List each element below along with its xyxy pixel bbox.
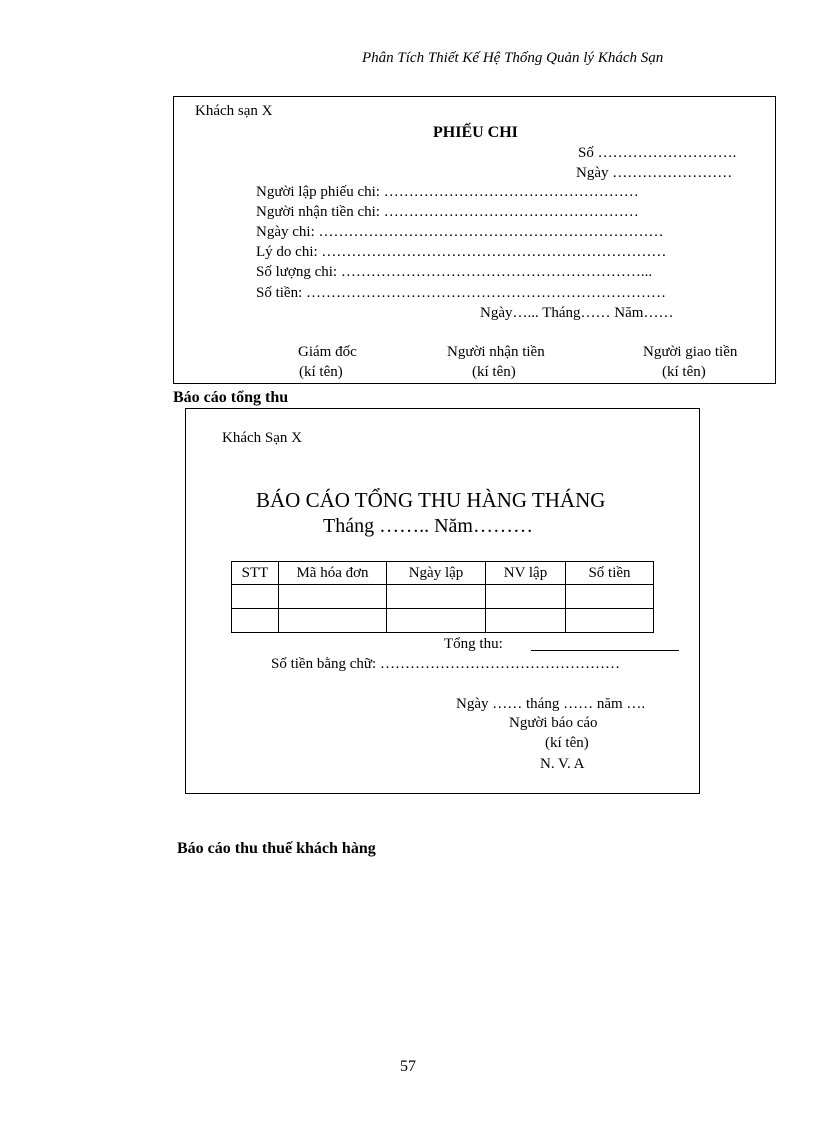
signer-nguoi-nhan: Người nhận tiền [447, 344, 545, 360]
signer-giam-doc: Giám đốc [298, 344, 357, 360]
bao-cao-hotel-name: Khách Sạn X [222, 430, 302, 446]
table-row [232, 609, 654, 633]
field-nguoi-lap: Người lập phiếu chi: …………………………………………… [256, 184, 639, 200]
signer-nguoi-nhan-note: (kí tên) [472, 364, 516, 380]
nguoi-bao-cao: Người báo cáo [509, 715, 598, 731]
phieu-chi-title: PHIẾU CHI [433, 124, 518, 141]
signer-nguoi-giao: Người giao tiền [643, 344, 738, 360]
signer-nguoi-giao-note: (kí tên) [662, 364, 706, 380]
tong-thu-label: Tổng thu: [444, 636, 503, 652]
page-header-title: Phân Tích Thiết Kế Hệ Thống Quản lý Khách Sạn [362, 50, 664, 66]
phieu-chi-hotel-name: Khách sạn X [195, 103, 273, 119]
table-cell [279, 609, 387, 633]
bao-cao-sign-note: (kí tên) [545, 735, 589, 751]
bao-cao-title: BÁO CÁO TỔNG THU HÀNG THÁNG [256, 488, 606, 512]
table-header-row [232, 562, 654, 585]
table-cell [486, 609, 566, 633]
col-ngay-lap: Ngày lập [387, 562, 486, 585]
section-heading-bao-cao-tong-thu: Báo cáo tổng thu [173, 389, 289, 406]
table-cell [566, 609, 654, 633]
col-so-tien: Số tiền [566, 562, 654, 585]
field-ly-do: Lý do chi: …………………………………………………………… [256, 244, 667, 260]
col-nv-lap: NV lập [486, 562, 566, 585]
table-cell [566, 585, 654, 609]
bao-cao-subtitle: Tháng …….. Năm……… [323, 515, 533, 537]
field-so-tien: Số tiền: ……………………………………………………………… [256, 285, 667, 301]
table-cell [232, 585, 279, 609]
table-row [232, 585, 654, 609]
col-stt: STT [232, 562, 279, 585]
field-so-luong: Số lượng chi: ……………………………………………………... [256, 264, 653, 280]
phieu-chi-date-line: Ngày…... Tháng…… Năm…… [480, 305, 674, 321]
field-nguoi-nhan: Người nhận tiền chi: …………………………………………… [256, 204, 639, 220]
table-cell [387, 609, 486, 633]
table-cell [387, 585, 486, 609]
table-cell [486, 585, 566, 609]
page-number: 57 [400, 1058, 416, 1075]
phieu-chi-date: Ngày …………………… [576, 165, 733, 181]
field-ngay-chi: Ngày chi: …………………………………………………………… [256, 224, 664, 240]
col-ma-hoa-don: Mã hóa đơn [279, 562, 387, 585]
section-heading-bao-cao-thu-thue: Báo cáo thu thuế khách hàng [177, 840, 376, 857]
bao-cao-date-line: Ngày …… tháng …… năm …. [456, 696, 646, 712]
signer-giam-doc-note: (kí tên) [299, 364, 343, 380]
tong-thu-line [531, 650, 679, 651]
bao-cao-table [231, 561, 654, 633]
table-cell [279, 585, 387, 609]
phieu-chi-number: Số ………………………. [578, 145, 737, 161]
table-cell [232, 609, 279, 633]
so-tien-bang-chu: Số tiền bằng chữ: ………………………………………… [271, 656, 620, 672]
reporter-initials: N. V. A [540, 756, 585, 772]
